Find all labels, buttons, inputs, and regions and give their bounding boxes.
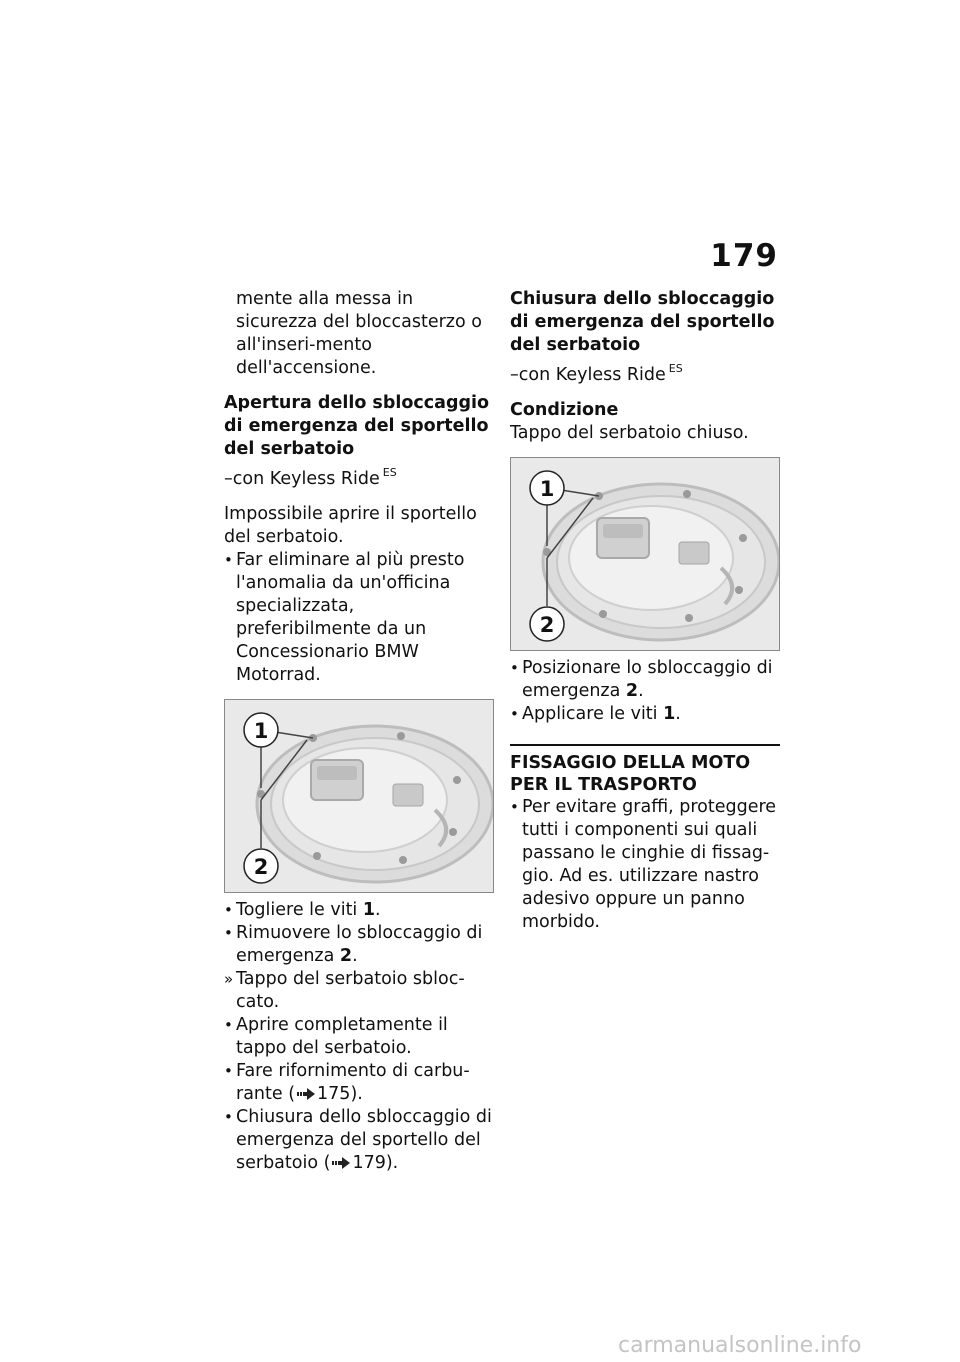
bullet-mark: • (224, 1062, 233, 1080)
list-item (224, 1060, 494, 1106)
left-sub-prefix: –con Keyless Ride (224, 469, 380, 489)
fuel-cap-illustration (225, 700, 493, 892)
right-subheading (510, 357, 780, 387)
step-ref-number: 1 (362, 900, 376, 920)
step-ref-number: 2 (339, 946, 353, 966)
step-text: Chiusura dello sbloccaggio di emergenza del sportello del serbatoio ( (236, 1107, 492, 1173)
bullet-mark: • (510, 659, 519, 677)
left-subheading (224, 461, 494, 491)
right-column (510, 288, 780, 934)
step-after: . (375, 900, 381, 920)
figure-label-2: 2 (539, 613, 555, 637)
list-item (510, 703, 780, 726)
watermark: carmanualsonline.info (618, 1333, 862, 1358)
page-reference-link[interactable]: 175 (317, 1084, 351, 1104)
bullet-text: Per evitare graffi, proteggere tutti i componenti sui quali passano le cinghie di fissag-gio. Ad es. utilizzare nastro adesivo oppure un panno morbido. (522, 797, 777, 932)
fuel-cap-figure-right (510, 457, 780, 651)
right-sub-sup: ES (668, 362, 683, 375)
bullet-mark: • (224, 551, 233, 569)
step-text: Rimuovere lo sbloccaggio di emergenza (236, 923, 483, 966)
figure-label-2: 2 (253, 855, 269, 879)
bullet-mark: • (224, 1108, 233, 1126)
left-heading: Apertura dello sbloccaggio di emergenza del sportello del serbatoio (224, 393, 490, 459)
condition-title: Condizione (510, 400, 619, 420)
step-text: Aprire completamente il tappo del serbatoio. (236, 1015, 448, 1058)
bullet-text: Far eliminare al più presto l'anomalia da un'officina specializzata, preferibilmente da un Concessionario BMW Motorrad. (236, 550, 465, 685)
list-item (224, 899, 494, 922)
left-sub-sup: ES (382, 466, 397, 479)
page-reference-arrow-icon (297, 1088, 315, 1100)
step-text: Applicare le viti (522, 704, 664, 724)
step-after: . (638, 681, 644, 701)
bullet-mark: • (510, 705, 519, 723)
step-after: . (352, 946, 358, 966)
list-item (224, 922, 494, 968)
list-item (510, 657, 780, 703)
condition-text: Tappo del serbatoio chiuso. (510, 423, 749, 443)
bullet-mark: • (224, 924, 233, 942)
bullet-mark: • (510, 798, 519, 816)
page-reference-arrow-icon (332, 1157, 350, 1169)
result-mark: » (224, 970, 234, 988)
right-heading: Chiusura dello sbloccaggio di emergenza del sportello del serbatoio (510, 289, 775, 355)
step-ref-number: 1 (663, 704, 676, 724)
fuel-cap-illustration (511, 458, 779, 650)
figure-label-1: 1 (253, 719, 269, 743)
list-item (224, 1014, 494, 1060)
section-divider (510, 744, 780, 746)
step-ref-number: 2 (625, 681, 639, 701)
bullet-mark: • (224, 1016, 233, 1034)
step-after: ). (385, 1153, 399, 1173)
intro-text: mente alla messa in sicurezza del bloccasterzo o all'inseri-mento dell'accensione. (236, 289, 482, 378)
step-after: . (675, 704, 681, 724)
left-body: Impossibile aprire il sportello del serbatoio. (224, 504, 477, 547)
step-after: ). (350, 1084, 363, 1104)
list-item (224, 1106, 494, 1175)
page-reference-link[interactable]: 179 (352, 1153, 386, 1173)
fuel-cap-figure-left (224, 699, 494, 893)
step-text: Togliere le viti (236, 900, 363, 920)
list-item (224, 549, 494, 687)
figure-label-1: 1 (539, 477, 555, 501)
step-text: Tappo del serbatoio sbloc-cato. (236, 969, 465, 1012)
list-item (510, 796, 780, 934)
step-text: Fare rifornimento di carbu-rante ( (236, 1061, 470, 1104)
left-column (224, 288, 494, 1175)
section-title: FISSAGGIO DELLA MOTO PER IL TRASPORTO (510, 753, 751, 795)
bullet-mark: • (224, 901, 233, 919)
right-sub-prefix: –con Keyless Ride (510, 365, 666, 385)
page-number: 179 (710, 238, 778, 274)
step-text: Posizionare lo sbloccaggio di emergenza (522, 658, 773, 701)
result-item (224, 968, 494, 1014)
